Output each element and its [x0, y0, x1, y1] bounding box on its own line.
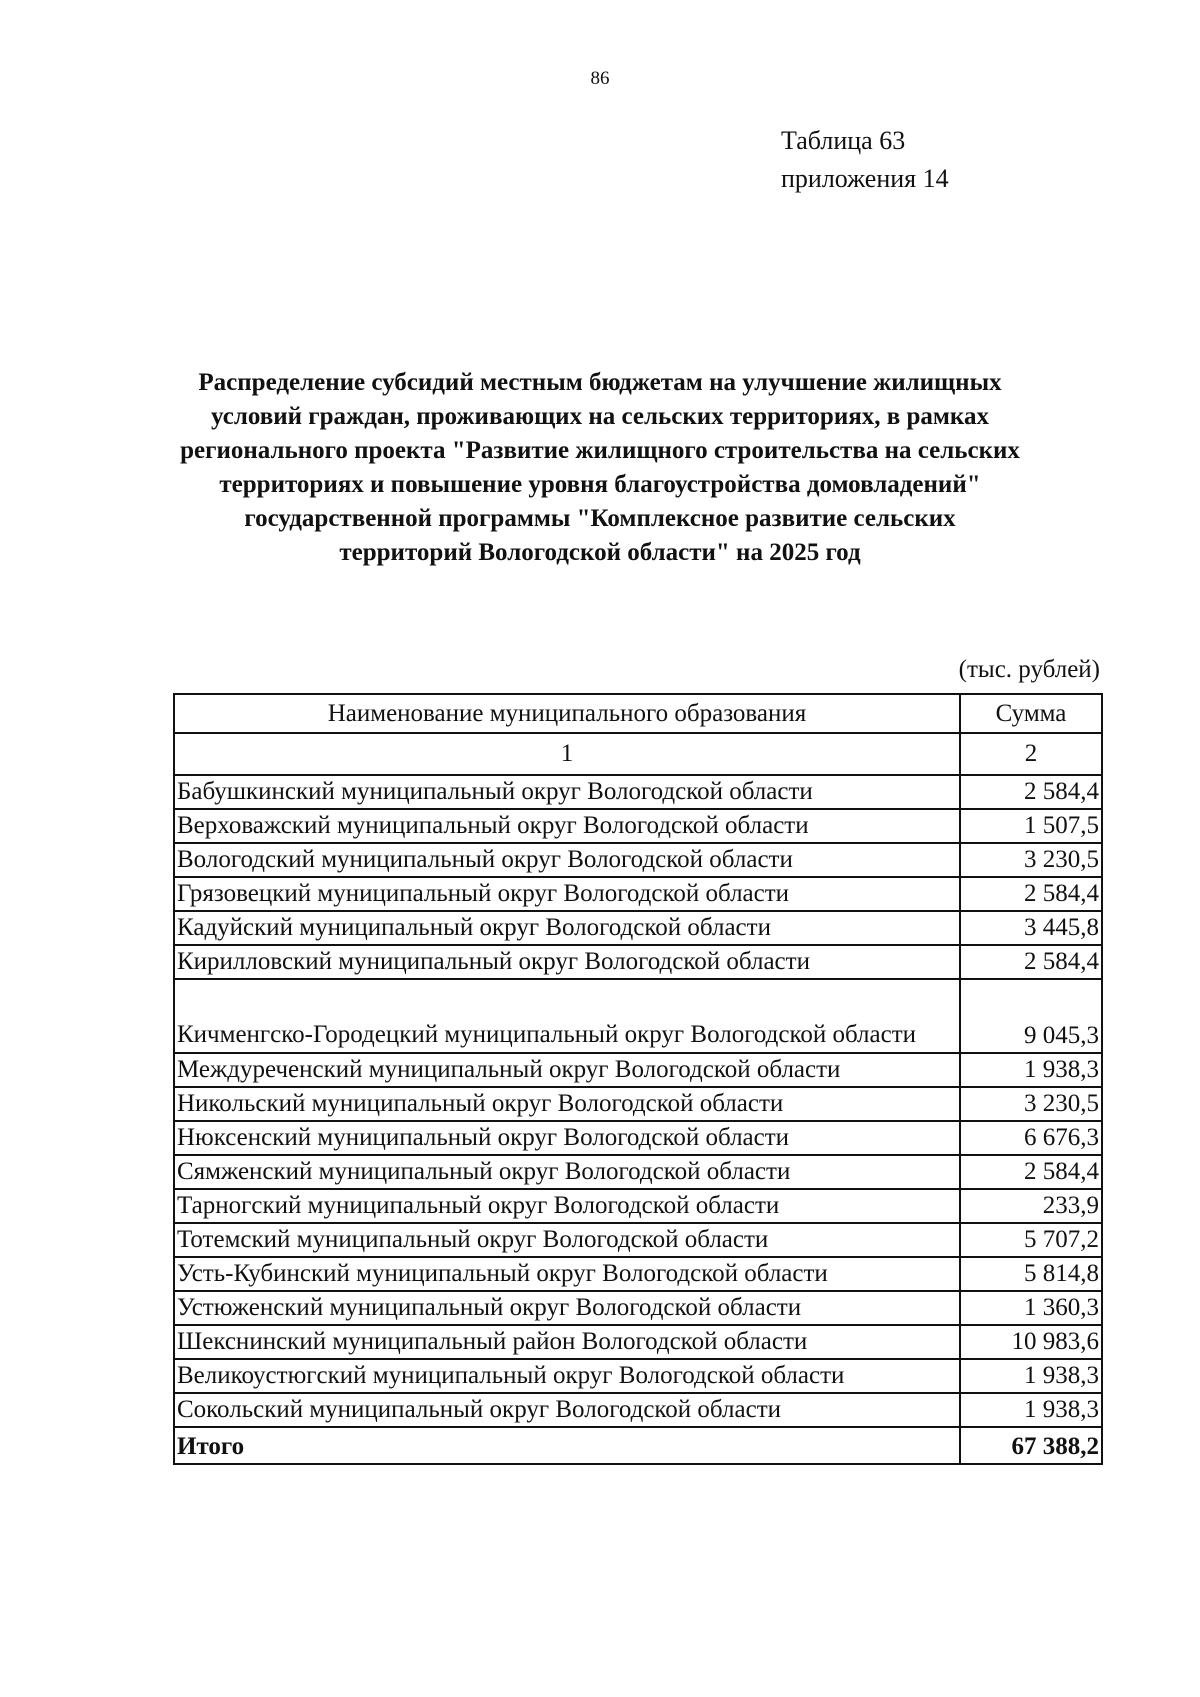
table-row [174, 945, 1102, 979]
municipality-name: Вологодский муниципальный округ Вологодской области [174, 843, 960, 877]
amount: 1 507,5 [960, 809, 1102, 843]
table-row [174, 1359, 1102, 1393]
municipality-name: Сокольский муниципальный округ Вологодской области [174, 1393, 960, 1427]
amount: 3 230,5 [960, 1087, 1102, 1121]
table-row [174, 1155, 1102, 1189]
municipality-name: Тарногский муниципальный округ Вологодской области [174, 1189, 960, 1223]
title-line: регионального проекта "Развитие жилищного строительства на сельских [180, 437, 1020, 464]
municipality-name: Междуреченский муниципальный округ Вологодской области [174, 1053, 960, 1087]
table-reference [781, 122, 949, 198]
amount: 1 360,3 [960, 1291, 1102, 1325]
table-row [174, 809, 1102, 843]
header-row [174, 694, 1102, 733]
municipality-name: Тотемский муниципальный округ Вологодской области [174, 1223, 960, 1257]
amount: 3 445,8 [960, 911, 1102, 945]
amount: 1 938,3 [960, 1053, 1102, 1087]
table-row [174, 1053, 1102, 1087]
table-row [174, 1189, 1102, 1223]
municipality-name: Сямженский муниципальный округ Вологодской области [174, 1155, 960, 1189]
title-line: государственной программы "Комплексное развитие сельских [244, 505, 956, 532]
amount: 233,9 [960, 1189, 1102, 1223]
subsidy-table [173, 693, 1103, 1465]
total-row [174, 1427, 1102, 1464]
amount: 1 938,3 [960, 1359, 1102, 1393]
municipality-name: Грязовецкий муниципальный округ Вологодской области [174, 877, 960, 911]
municipality-name: Нюксенский муниципальный округ Вологодской области [174, 1121, 960, 1155]
amount: 6 676,3 [960, 1121, 1102, 1155]
table-row [174, 877, 1102, 911]
column-header-name: Наименование муниципального образования [174, 694, 960, 733]
table-number: Таблица 63 [781, 126, 906, 155]
title-line: Распределение субсидий местным бюджетам на улучшение жилищных [198, 369, 1002, 396]
table-row [174, 1087, 1102, 1121]
amount: 1 938,3 [960, 1393, 1102, 1427]
table-row [174, 911, 1102, 945]
total-amount: 67 388,2 [960, 1427, 1102, 1464]
municipality-name: Никольский муниципальный округ Вологодской области [174, 1087, 960, 1121]
amount: 10 983,6 [960, 1325, 1102, 1359]
table-row [174, 775, 1102, 809]
table-row [174, 1393, 1102, 1427]
title-line: территориях и повышение уровня благоустройства домовладений" [219, 471, 981, 498]
amount: 2 584,4 [960, 1155, 1102, 1189]
table-row [174, 1223, 1102, 1257]
municipality-name: Верховажский муниципальный округ Вологодской области [174, 809, 960, 843]
municipality-name: Кадуйский муниципальный округ Вологодской области [174, 911, 960, 945]
total-label: Итого [174, 1427, 960, 1464]
amount: 2 584,4 [960, 877, 1102, 911]
amount: 2 584,4 [960, 945, 1102, 979]
amount: 2 584,4 [960, 775, 1102, 809]
table-row [174, 1257, 1102, 1291]
table-row [174, 1325, 1102, 1359]
column-number: 2 [960, 733, 1102, 775]
municipality-name: Кирилловский муниципальный округ Вологодской области [174, 945, 960, 979]
column-header-amount: Сумма [960, 694, 1102, 733]
table-row [174, 1121, 1102, 1155]
table-row [174, 979, 1102, 1053]
amount: 5 814,8 [960, 1257, 1102, 1291]
amount: 3 230,5 [960, 843, 1102, 877]
appendix-number: приложения 14 [781, 164, 949, 193]
municipality-name: Устюженский муниципальный округ Вологодской области [174, 1291, 960, 1325]
page-number: 86 [590, 68, 610, 89]
document-title [150, 366, 1050, 570]
table-row [174, 1291, 1102, 1325]
municipality-name: Бабушкинский муниципальный округ Вологодской области [174, 775, 960, 809]
municipality-name: Кичменгско-Городецкий муниципальный округ Вологодской области [174, 979, 960, 1053]
title-line: условий граждан, проживающих на сельских территориях, в рамках [211, 403, 989, 430]
table-row [174, 843, 1102, 877]
column-number-row [174, 733, 1102, 775]
municipality-name: Великоустюгский муниципальный округ Вологодской области [174, 1359, 960, 1393]
units-label: (тыс. рублей) [958, 656, 1100, 683]
municipality-name: Шекснинский муниципальный район Вологодской области [174, 1325, 960, 1359]
column-number: 1 [174, 733, 960, 775]
title-line: территорий Вологодской области" на 2025 год [339, 539, 861, 566]
amount: 5 707,2 [960, 1223, 1102, 1257]
amount: 9 045,3 [960, 979, 1102, 1053]
municipality-name: Усть-Кубинский муниципальный округ Вологодской области [174, 1257, 960, 1291]
